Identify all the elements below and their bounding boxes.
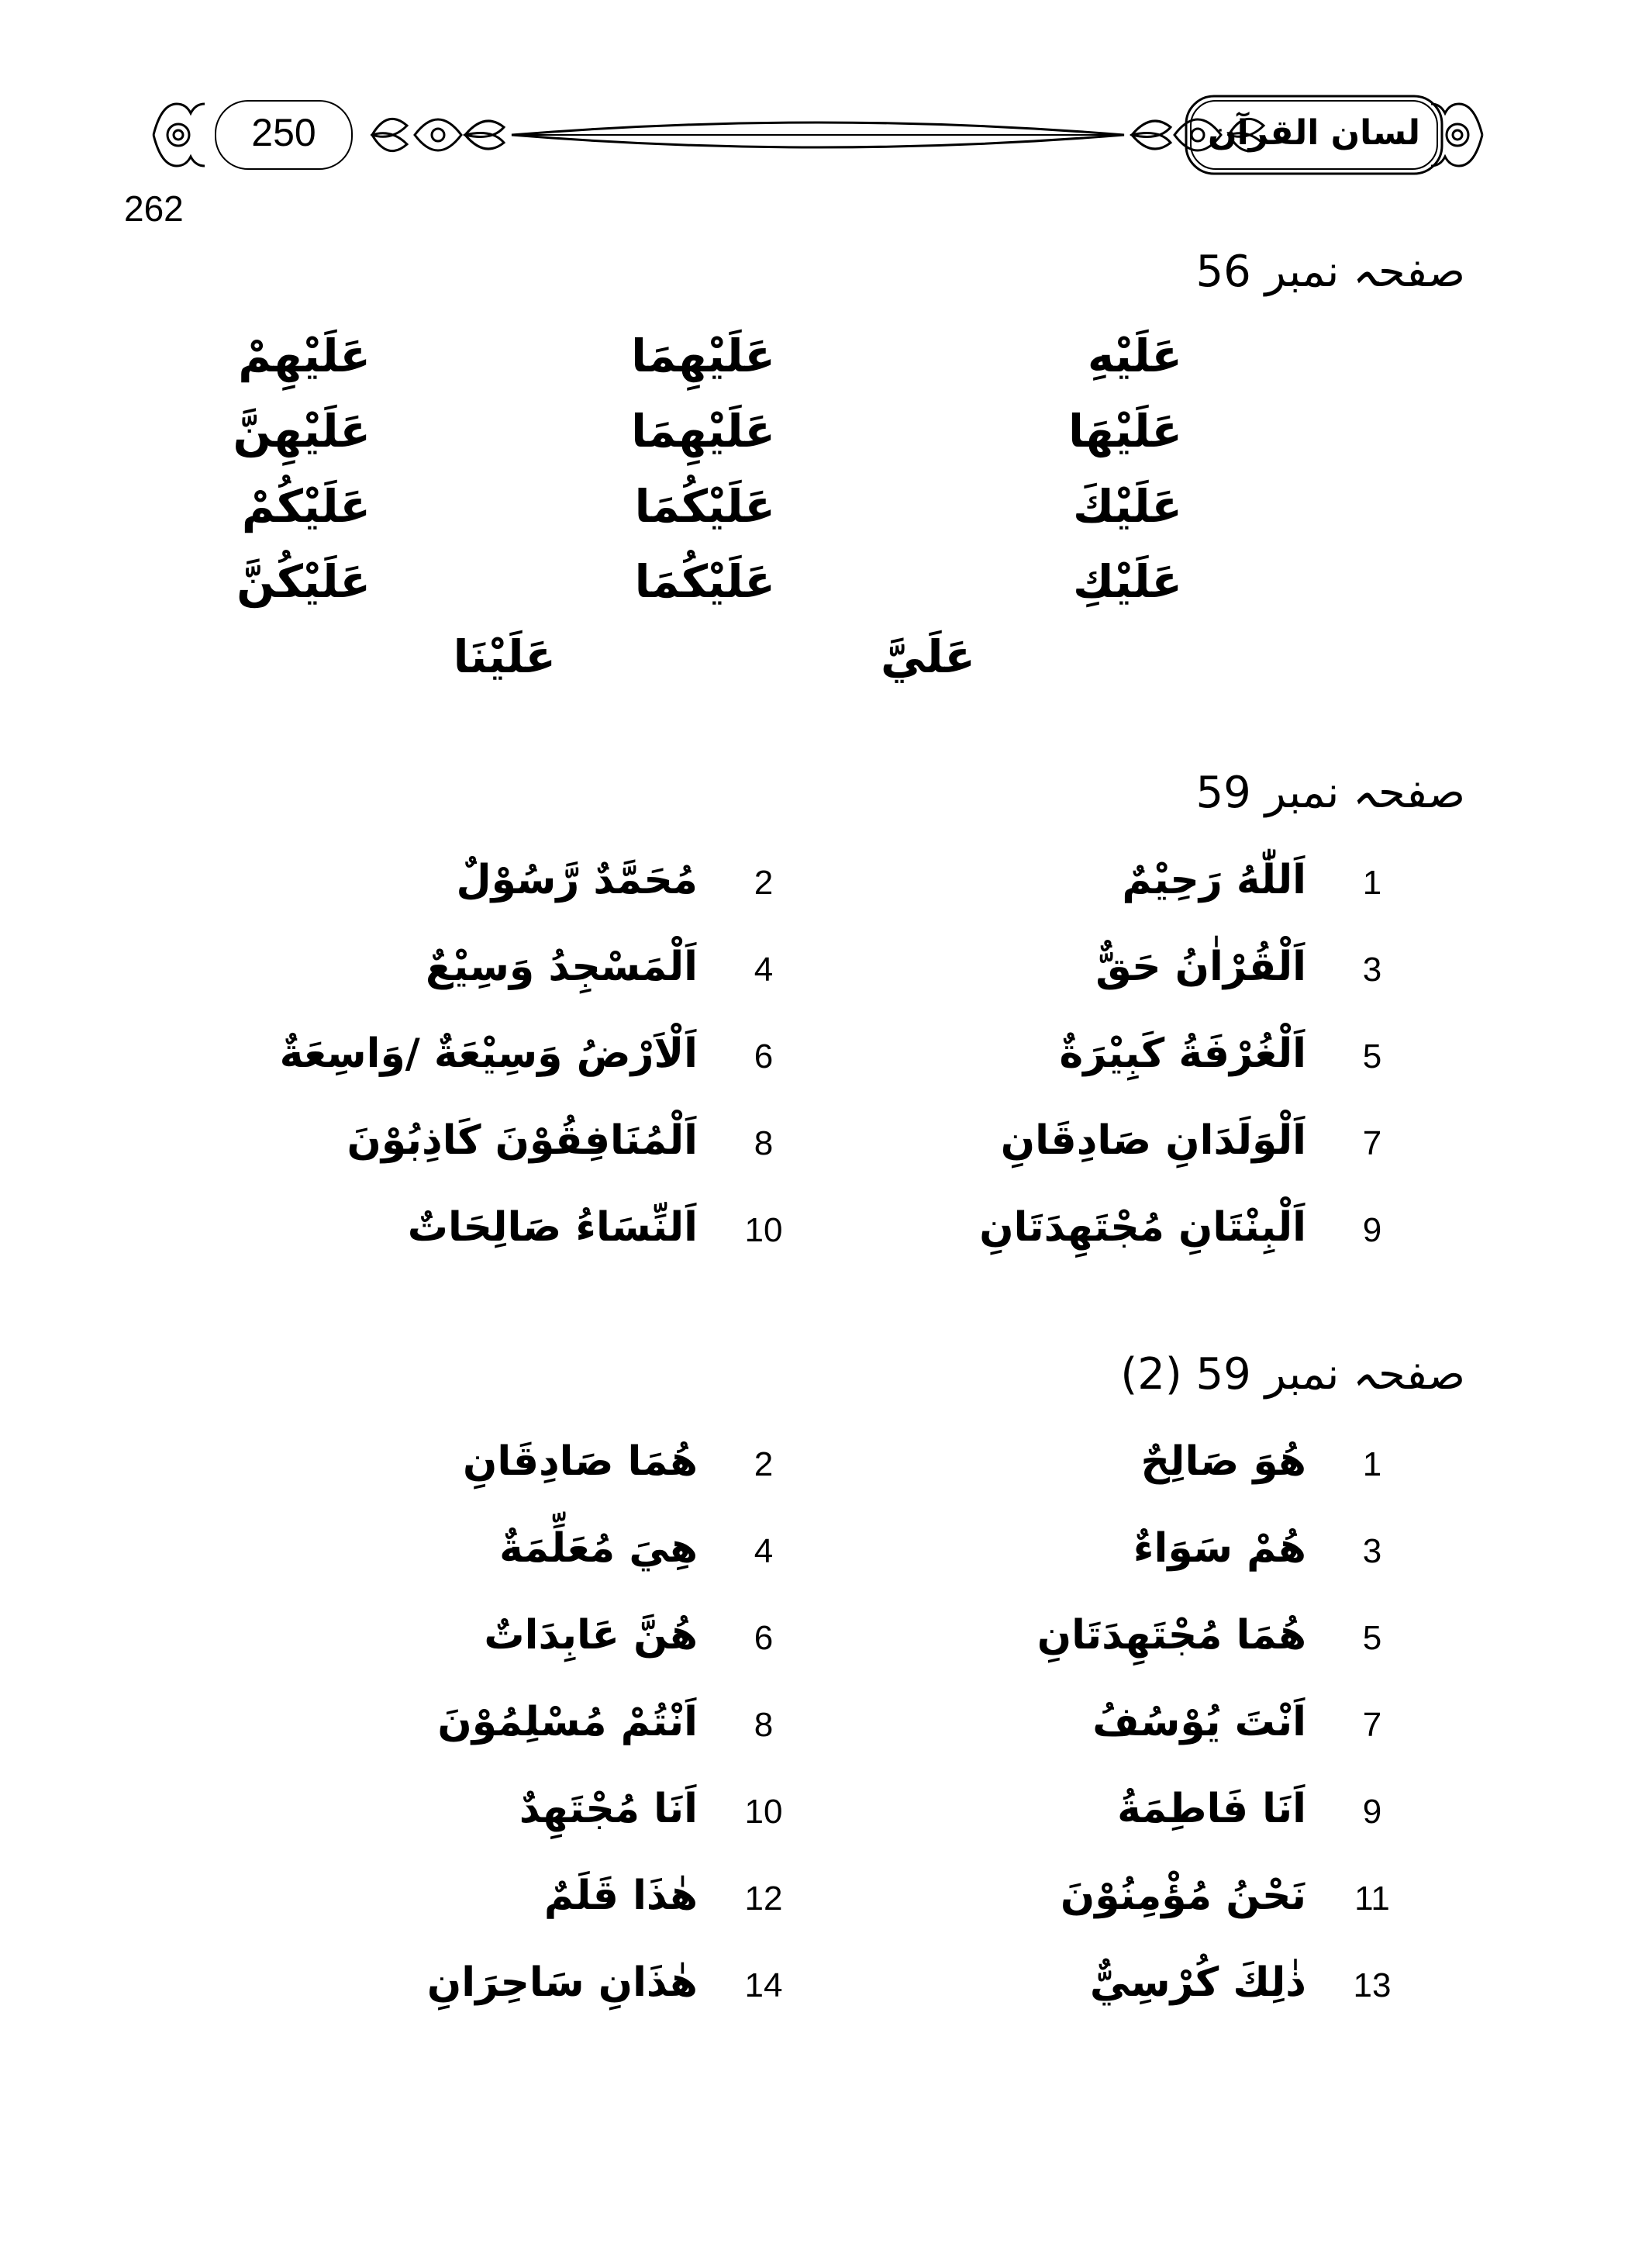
word-row3-col2: عَلَيْكُمَا [634, 480, 775, 533]
item-number: 9 [1362, 1793, 1382, 1831]
word-row4-col1: عَلَيْكِ [1073, 555, 1182, 608]
item-text: هُوَ صَالِحٌ [1140, 1438, 1306, 1485]
item-number: 10 [744, 1793, 783, 1831]
word-row2-col3: عَلَيْهِنَّ [233, 405, 371, 457]
item-text: اَلْمَسْجِدُ وَسِيْعٌ [426, 944, 698, 990]
item-text: ذٰلِكَ كُرْسِيٌّ [1089, 1959, 1306, 2006]
word-row4-col2: عَلَيْكُمَا [634, 555, 775, 608]
item-number: 8 [754, 1124, 774, 1162]
word-row1-col1: عَلَيْهِ [1087, 330, 1182, 382]
item-text: اَلْاَرْضُ وَسِيْعَةٌ /وَاسِعَةٌ [279, 1030, 698, 1077]
pdf-page-number: 262 [124, 188, 184, 229]
item-text: مُحَمَّدٌ رَّسُوْلٌ [456, 857, 698, 903]
item-number: 5 [1362, 1037, 1382, 1075]
item-text: هٰذَانِ سَاحِرَانِ [426, 1959, 698, 2006]
item-text: اَلْقُرْاٰنُ حَقٌّ [1095, 944, 1306, 990]
word-row5-col1: عَلَيَّ [881, 630, 975, 683]
section-heading-59-2: صفحہ نمبر 59 (2) [1120, 1349, 1465, 1400]
item-number: 2 [754, 864, 774, 902]
item-text: اَلنِّسَاءُ صَالِحَاتٌ [407, 1204, 698, 1251]
item-number: 13 [1353, 1966, 1392, 2004]
item-number: 1 [1362, 864, 1382, 902]
item-number: 5 [1362, 1619, 1382, 1657]
item-text: هِيَ مُعَلِّمَةٌ [499, 1525, 698, 1572]
word-row4-col3: عَلَيْكُنَّ [236, 555, 371, 608]
item-text: اَللّٰهُ رَحِيْمٌ [1122, 857, 1306, 903]
item-number: 10 [744, 1211, 783, 1249]
item-text: اَلْوَلَدَانِ صَادِقَانِ [1000, 1117, 1306, 1164]
item-text: اَنْتَ يُوْسُفُ [1092, 1699, 1306, 1745]
word-row5-col2: عَلَيْنَا [453, 630, 556, 683]
item-text: هُمَا مُجْتَهِدَتَانِ [1036, 1612, 1306, 1659]
item-text: اَنْتُمْ مُسْلِمُوْنَ [437, 1699, 698, 1745]
item-number: 3 [1362, 1532, 1382, 1570]
word-row1-col3: عَلَيْهِمْ [238, 330, 371, 382]
item-number: 6 [754, 1619, 774, 1657]
section-heading-56: صفحہ نمبر 56 [1195, 247, 1465, 297]
item-number: 7 [1362, 1124, 1382, 1162]
word-row2-col2: عَلَيْهِمَا [631, 405, 775, 457]
book-title: لسان القرآن [1208, 112, 1420, 153]
item-text: هٰذَا قَلَمٌ [543, 1873, 698, 1919]
section-heading-59: صفحہ نمبر 59 [1195, 768, 1465, 818]
item-text: هُمَا صَادِقَانِ [463, 1438, 698, 1485]
header-page-number: 250 [251, 111, 316, 154]
item-text: نَحْنُ مُؤْمِنُوْنَ [1060, 1873, 1306, 1919]
item-number: 14 [744, 1966, 783, 2004]
item-number: 9 [1362, 1211, 1382, 1249]
item-number: 12 [744, 1880, 783, 1918]
item-number: 8 [754, 1706, 774, 1744]
item-number: 1 [1362, 1445, 1382, 1483]
item-text: اَلْغُرْفَةُ كَبِيْرَةٌ [1059, 1030, 1306, 1077]
item-text: اَلْمُنَافِقُوْنَ كَاذِبُوْنَ [347, 1117, 698, 1164]
item-number: 11 [1354, 1880, 1390, 1918]
item-text: اَنَا فَاطِمَةُ [1117, 1786, 1306, 1832]
word-row3-col1: عَلَيْكَ [1073, 480, 1182, 533]
item-text: اَلْبِنْتَانِ مُجْتَهِدَتَانِ [979, 1204, 1306, 1251]
item-number: 4 [754, 1532, 774, 1570]
item-number: 6 [754, 1037, 774, 1075]
item-text: اَنَا مُجْتَهِدٌ [519, 1786, 698, 1832]
item-number: 7 [1362, 1706, 1382, 1744]
item-text: هُنَّ عَابِدَاتٌ [484, 1612, 698, 1659]
word-row2-col1: عَلَيْهَا [1068, 405, 1182, 457]
word-row3-col3: عَلَيْكُمْ [241, 480, 371, 533]
item-number: 3 [1362, 951, 1382, 989]
word-row1-col2: عَلَيْهِمَا [631, 330, 775, 382]
item-number: 4 [754, 951, 774, 989]
item-number: 2 [754, 1445, 774, 1483]
item-text: هُمْ سَوَاءٌ [1133, 1525, 1306, 1572]
